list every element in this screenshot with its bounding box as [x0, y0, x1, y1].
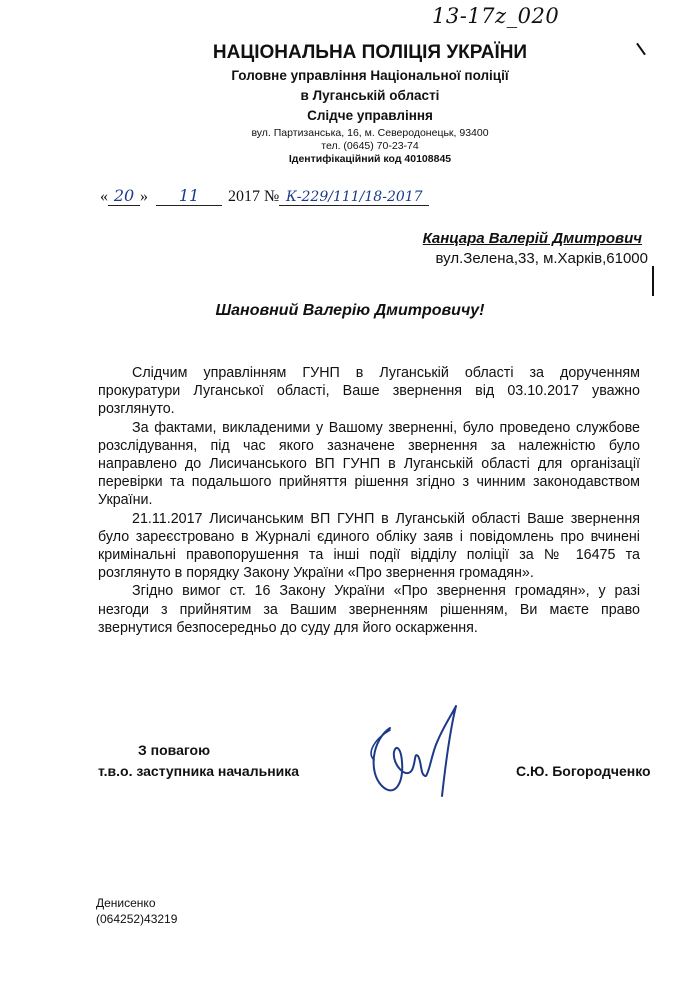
org-title: НАЦІОНАЛЬНА ПОЛІЦІЯ УКРАЇНИ — [212, 42, 528, 63]
letter-body — [98, 364, 640, 637]
org-line-2: в Луганській області — [300, 88, 440, 103]
executor-phone: (064252)43219 — [96, 912, 178, 926]
signer-position: т.в.о. заступника начальника — [98, 763, 300, 779]
date-month: 11 — [156, 186, 222, 206]
registration-number: К-229/111/18-2017 — [279, 189, 429, 206]
number-sign: № — [264, 188, 280, 205]
paragraph-3: 21.11.2017 Лисичанським ВП ГУНП в Луганській області Ваше звернення було зареєстровано в Журналі єдиного обліку заяв і повідомлень про вчинені кримінальні правопорушення та інші події відділу поліції за № 16475 та розглянуто в порядку Закону України «Про звернення громадян». — [98, 510, 640, 582]
scan-mark-right — [652, 266, 654, 296]
org-id-code: Ідентифікаційний код 40108845 — [288, 153, 452, 165]
date-open-quote: « — [100, 188, 108, 205]
org-address: вул. Партизанська, 16, м. Северодонецьк, 93400 — [251, 127, 489, 139]
org-phone: тел. (0645) 70-23-74 — [321, 140, 419, 152]
paragraph-2: За фактами, викладеними у Вашому зверненні, було проведено службове розслідування, під час якого зазначене звернення за належністю було направлено до Лисичанського ВП ГУНП в Луганській області для організації перевірки та подальшого прийняття рішення згідно з чинним законодавством України. — [98, 419, 640, 509]
executor-name: Денисенко — [96, 896, 156, 910]
date-close-quote: » — [140, 188, 148, 205]
signer-name: С.Ю. Богородченко — [516, 763, 651, 779]
paragraph-4: Згідно вимог ст. 16 Закону України «Про звернення громадян», у разі незгоди з прийнятим за Вашим зверненням рішенням, Ви маєте право звернутися безпосередньо до суду для його оскарження. — [98, 583, 640, 636]
handwritten-signature — [360, 700, 470, 810]
date-year: 2017 — [228, 188, 260, 205]
salutation: Шановний Валерію Дмитровичу! — [215, 302, 485, 319]
date-day: 20 — [108, 186, 140, 206]
paragraph-1: Слідчим управлінням ГУНП в Луганській області за дорученням прокуратури Луганської області, Ваше звернення від 03.10.2017 уважно розглянуто. — [98, 365, 640, 418]
closing-text: З повагою — [138, 742, 211, 758]
org-line-3: Слідче управління — [307, 108, 433, 123]
recipient-address: вул.Зелена,33, м.Харків,61000 — [435, 250, 648, 267]
date-row — [100, 186, 429, 206]
document-id: 13-17z_020 — [432, 4, 560, 28]
recipient-name: Канцара Валерій Дмитрович — [422, 230, 642, 247]
org-line-1: Головне управління Національної поліції — [231, 68, 509, 83]
